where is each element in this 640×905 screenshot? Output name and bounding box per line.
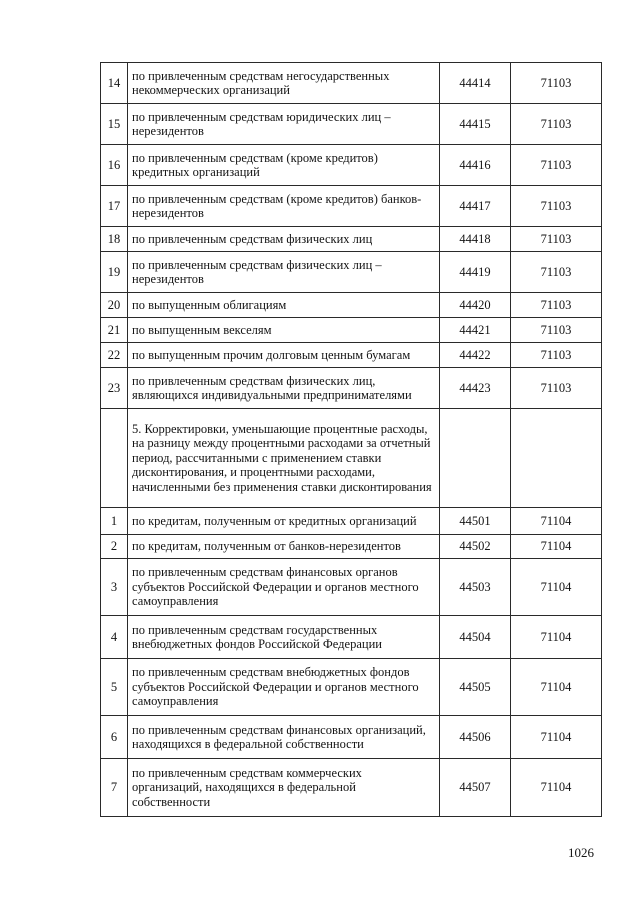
row-number: 17 — [101, 186, 128, 227]
row-number: 22 — [101, 343, 128, 368]
row-code-1: 44505 — [440, 659, 511, 716]
row-description: по привлеченным средствам коммерческих организаций, находящихся в федеральной собственности — [128, 759, 440, 817]
table-row — [101, 659, 602, 716]
row-description: по привлеченным средствам финансовых организаций, находящихся в федеральной собственности — [128, 716, 440, 759]
row-description: по привлеченным средствам юридических лиц – нерезидентов — [128, 104, 440, 145]
row-code-2: 71104 — [511, 616, 602, 659]
row-number: 2 — [101, 535, 128, 559]
row-code-2: 71103 — [511, 252, 602, 293]
row-code-2: 71103 — [511, 368, 602, 409]
row-code-1: 44418 — [440, 227, 511, 252]
row-number: 4 — [101, 616, 128, 659]
row-code-1: 44423 — [440, 368, 511, 409]
row-code-2: 71104 — [511, 559, 602, 616]
row-number: 15 — [101, 104, 128, 145]
table-row — [101, 252, 602, 293]
row-description: по привлеченным средствам внебюджетных фондов субъектов Российской Федерации и органов местного самоуправления — [128, 659, 440, 716]
row-code-2: 71103 — [511, 104, 602, 145]
row-description: по выпущенным прочим долговым ценным бумагам — [128, 343, 440, 368]
row-code-1: 44420 — [440, 293, 511, 318]
row-code-1: 44415 — [440, 104, 511, 145]
row-code-2: 71104 — [511, 508, 602, 535]
row-code-2: 71104 — [511, 535, 602, 559]
row-description: по кредитам, полученным от кредитных организаций — [128, 508, 440, 535]
row-description: по привлеченным средствам (кроме кредитов) банков-нерезидентов — [128, 186, 440, 227]
row-code-1: 44504 — [440, 616, 511, 659]
row-code-2: 71104 — [511, 659, 602, 716]
table-row — [101, 343, 602, 368]
row-code-1: 44414 — [440, 63, 511, 104]
table-row — [101, 535, 602, 559]
row-code-1: 44506 — [440, 716, 511, 759]
row-code-1: 44422 — [440, 343, 511, 368]
row-code-2 — [511, 409, 602, 508]
row-description: по привлеченным средствам негосударственных некоммерческих организаций — [128, 63, 440, 104]
table-row — [101, 368, 602, 409]
row-number: 3 — [101, 559, 128, 616]
row-description: по привлеченным средствам государственных внебюджетных фондов Российской Федерации — [128, 616, 440, 659]
row-code-1 — [440, 409, 511, 508]
row-code-2: 71103 — [511, 145, 602, 186]
accounts-table — [100, 62, 602, 817]
row-number: 23 — [101, 368, 128, 409]
row-number: 7 — [101, 759, 128, 817]
row-code-2: 71103 — [511, 343, 602, 368]
row-code-2: 71104 — [511, 759, 602, 817]
row-number: 1 — [101, 508, 128, 535]
row-number: 14 — [101, 63, 128, 104]
row-code-2: 71103 — [511, 293, 602, 318]
table-row — [101, 716, 602, 759]
row-description: по выпущенным облигациям — [128, 293, 440, 318]
row-description: по привлеченным средствам физических лиц – нерезидентов — [128, 252, 440, 293]
table-row — [101, 145, 602, 186]
row-number: 20 — [101, 293, 128, 318]
row-number: 21 — [101, 318, 128, 343]
row-code-1: 44417 — [440, 186, 511, 227]
row-code-1: 44502 — [440, 535, 511, 559]
row-code-2: 71103 — [511, 227, 602, 252]
row-code-2: 71103 — [511, 318, 602, 343]
table-row — [101, 318, 602, 343]
row-number: 18 — [101, 227, 128, 252]
table-row — [101, 508, 602, 535]
row-code-2: 71103 — [511, 186, 602, 227]
row-code-2: 71103 — [511, 63, 602, 104]
row-code-1: 44421 — [440, 318, 511, 343]
row-number: 16 — [101, 145, 128, 186]
table-row — [101, 616, 602, 659]
row-code-2: 71104 — [511, 716, 602, 759]
table-section-row — [101, 409, 602, 508]
table-row — [101, 63, 602, 104]
row-description: по кредитам, полученным от банков-нерезидентов — [128, 535, 440, 559]
row-description: по выпущенным векселям — [128, 318, 440, 343]
table-row — [101, 227, 602, 252]
table-row — [101, 293, 602, 318]
row-description: по привлеченным средствам физических лиц, являющихся индивидуальными предпринимателями — [128, 368, 440, 409]
row-description: по привлеченным средствам финансовых органов субъектов Российской Федерации и органов местного самоуправления — [128, 559, 440, 616]
table-row — [101, 759, 602, 817]
table-row — [101, 104, 602, 145]
row-code-1: 44507 — [440, 759, 511, 817]
table-row — [101, 186, 602, 227]
row-description: по привлеченным средствам физических лиц — [128, 227, 440, 252]
row-code-1: 44419 — [440, 252, 511, 293]
page-number: 1026 — [568, 845, 594, 860]
row-number: 6 — [101, 716, 128, 759]
row-code-1: 44503 — [440, 559, 511, 616]
row-code-1: 44501 — [440, 508, 511, 535]
table-row — [101, 559, 602, 616]
row-number — [101, 409, 128, 508]
row-number: 5 — [101, 659, 128, 716]
section-heading: 5. Корректировки, уменьшающие процентные расходы, на разницу между процентными расходами за отчетный период, рассчитанными с применением ставки дисконтирования, и процентными расходами, начисленными без применения ставки дисконтирования — [128, 409, 440, 508]
row-number: 19 — [101, 252, 128, 293]
row-description: по привлеченным средствам (кроме кредитов) кредитных организаций — [128, 145, 440, 186]
row-code-1: 44416 — [440, 145, 511, 186]
